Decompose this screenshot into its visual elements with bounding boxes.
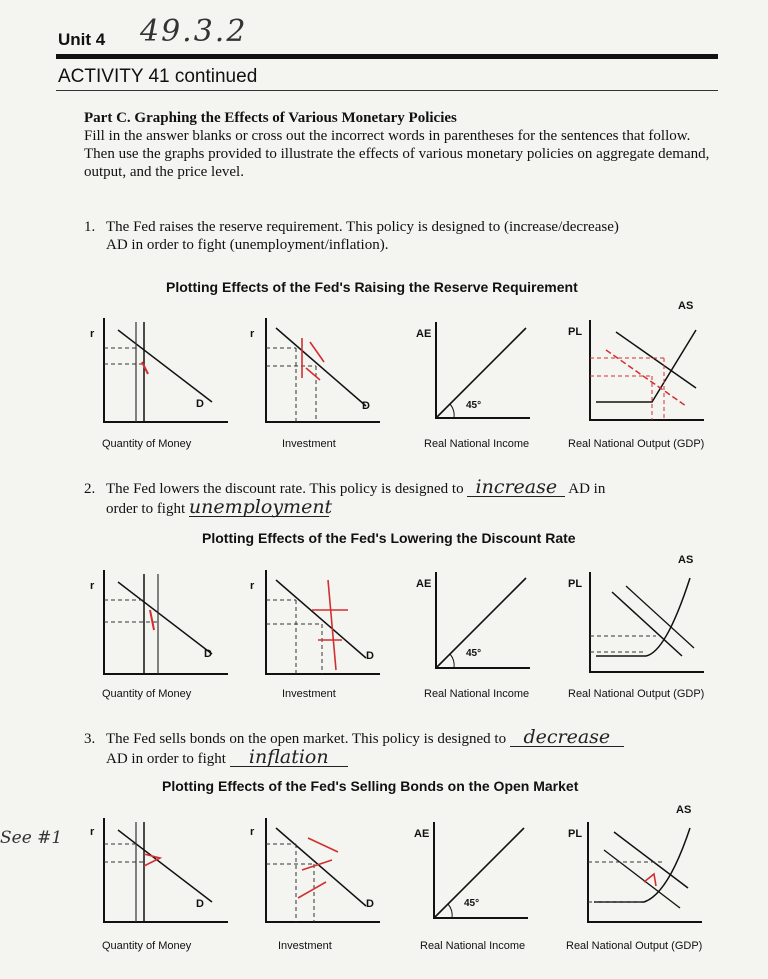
money-axis-label: Quantity of Money [102,688,192,700]
question-line: order to fight [106,501,186,517]
axis-label-r: r [90,826,95,838]
section-title-1: Plotting Effects of the Fed's Raising the Reserve Requirement [166,279,578,295]
ae-graph [416,322,532,422]
handwritten-score: 49.3.2 [140,14,248,49]
answer-blank[interactable]: unemployment [188,496,333,518]
part-title: Part C. Graphing the Effects of Various Monetary Policies [84,110,457,126]
ae-graph [416,572,532,672]
question-line: AD in order to fight [106,751,226,767]
investment-graph [250,818,382,928]
ae-graph [414,822,530,922]
output-axis-label: Real National Output (GDP) [568,438,705,450]
demand-label: D [362,400,370,412]
money-market-graph [90,818,230,928]
axis-label-pl: PL [568,578,583,590]
investment-graph [250,570,382,680]
question-line: AD in order to fight (unemployment/inflation). [106,237,389,253]
demand-label: D [366,650,374,662]
axis-label-r: r [250,328,255,340]
axis-label-ae: AE [414,828,430,840]
question-line: AD in [568,481,606,497]
investment-graph [250,318,382,428]
money-market-graph [90,318,230,428]
activity-title: ACTIVITY 41 continued [58,66,258,87]
ad-as-graph [568,554,706,676]
answer-blank[interactable]: decrease [510,728,624,747]
instructions: Fill in the answer blanks or cross out the incorrect words in parentheses for the sentences that follow. Then use the graphs provided to illustrate the effects of various monetary policies on aggregate demand, output, and the price level. [84,128,710,180]
axis-label-r: r [250,580,255,592]
axis-label-r: r [90,580,95,592]
income-axis-label: Real National Income [424,688,530,700]
section-title-2: Plotting Effects of the Fed's Lowering the Discount Rate [202,530,576,546]
axis-label-pl: PL [568,326,583,338]
ad-as-graph [568,804,704,926]
unit-label: Unit 4 [58,30,106,49]
question-2 [84,478,605,518]
degree-label: 45° [464,898,480,909]
axis-label-r: r [250,826,255,838]
demand-label: D [196,898,204,910]
axis-label-r: r [90,328,95,340]
question-number: 1. [84,219,96,235]
investment-axis-label: Investment [282,438,336,450]
output-axis-label: Real National Output (GDP) [568,688,705,700]
output-axis-label: Real National Output (GDP) [566,940,703,952]
axis-label-as: AS [678,554,694,566]
money-market-graph [90,570,230,680]
question-line: The Fed sells bonds on the open market. This policy is designed to [106,731,507,747]
question-number: 2. [84,481,96,497]
answer-blank[interactable]: inflation [230,748,348,767]
divider [56,90,718,91]
header-rule [56,54,718,59]
section-title-3: Plotting Effects of the Fed's Selling Bonds on the Open Market [162,778,579,794]
axis-label-pl: PL [568,828,583,840]
axis-label-as: AS [678,300,694,312]
ad-as-graph [568,300,706,424]
money-axis-label: Quantity of Money [102,438,192,450]
degree-label: 45° [466,648,482,659]
question-line: The Fed lowers the discount rate. This policy is designed to [106,481,464,497]
axis-label-as: AS [676,804,692,816]
margin-note: See #1 [0,828,63,848]
question-1 [84,218,619,254]
question-number: 3. [84,731,96,747]
question-3 [84,728,624,768]
answer-blank[interactable]: increase [467,478,565,497]
money-axis-label: Quantity of Money [102,940,192,952]
axis-label-ae: AE [416,328,432,340]
demand-label: D [366,898,374,910]
income-axis-label: Real National Income [424,438,530,450]
investment-axis-label: Investment [282,688,336,700]
investment-axis-label: Investment [278,940,332,952]
income-axis-label: Real National Income [420,940,526,952]
demand-label: D [204,648,212,660]
question-line: The Fed raises the reserve requirement. This policy is designed to (increase/decrease) [106,219,619,235]
degree-label: 45° [466,400,482,411]
demand-label: D [196,398,204,410]
axis-label-ae: AE [416,578,432,590]
